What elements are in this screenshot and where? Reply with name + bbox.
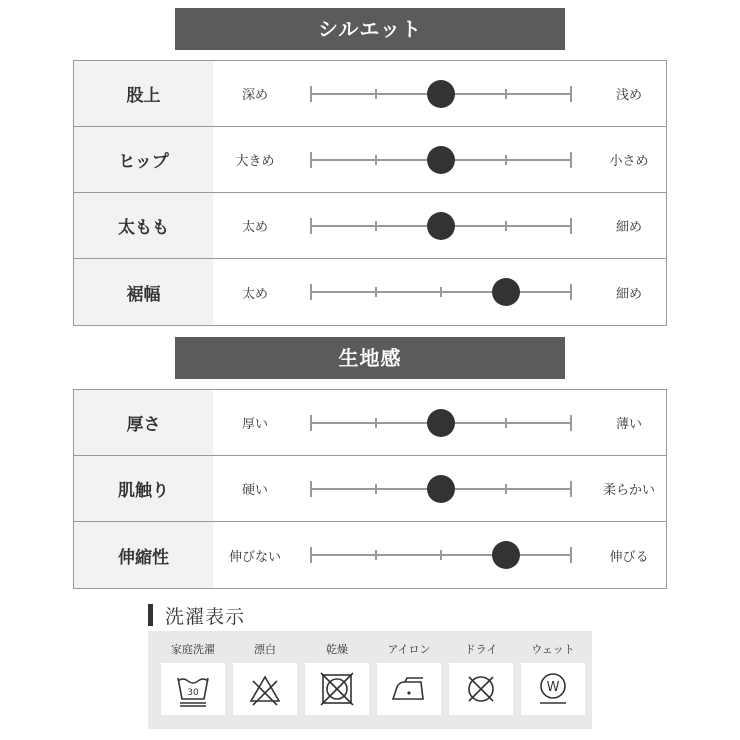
scale-tick xyxy=(570,547,572,563)
row-label: 股上 xyxy=(74,61,213,126)
no-bleach-icon xyxy=(245,669,285,709)
care-item-home-wash xyxy=(160,631,226,729)
scale-left-label: 太め xyxy=(241,286,268,302)
scale-tick xyxy=(310,218,312,234)
care-title: 洗濯表示 xyxy=(165,605,246,628)
row-label: 肌触り xyxy=(74,456,213,521)
scale-indicator xyxy=(427,212,455,240)
scale-tick xyxy=(570,86,572,102)
rating-row xyxy=(74,193,666,259)
scale-tick xyxy=(440,550,442,560)
no-tumble-dry-icon xyxy=(317,669,357,709)
wet-clean-icon xyxy=(533,669,573,709)
rating-scale xyxy=(311,479,571,499)
scale-indicator xyxy=(427,475,455,503)
scale-right-label: 伸びる xyxy=(609,549,649,565)
scale-tick xyxy=(375,221,377,231)
scale-tick xyxy=(310,284,312,300)
scale-tick xyxy=(375,155,377,165)
scale-indicator xyxy=(492,541,520,569)
rating-row xyxy=(74,127,666,193)
scale-tick xyxy=(310,481,312,497)
rating-row xyxy=(74,61,666,127)
scale-tick xyxy=(570,415,572,431)
care-symbols-panel xyxy=(148,631,592,729)
rating-row xyxy=(74,522,666,588)
scale-tick xyxy=(440,287,442,297)
care-heading xyxy=(148,601,245,629)
row-label: ヒップ xyxy=(74,127,213,192)
scale-right-label: 浅め xyxy=(615,88,642,103)
scale-tick xyxy=(570,284,572,300)
scale-tick xyxy=(505,89,507,99)
scale-left-label: 太め xyxy=(241,220,268,235)
scale-left-label: 大きめ xyxy=(235,154,275,169)
scale-right-label: 細め xyxy=(615,286,642,302)
fabric-title: 生地感 xyxy=(338,346,402,370)
rating-scale xyxy=(311,413,571,433)
rating-scale xyxy=(311,282,571,302)
scale-tick xyxy=(505,155,507,165)
scale-left-label: 深め xyxy=(241,88,268,103)
scale-left-label: 伸びない xyxy=(228,549,281,565)
silhouette-table xyxy=(73,60,667,326)
scale-indicator xyxy=(427,146,455,174)
scale-tick xyxy=(310,152,312,168)
row-label: 太もも xyxy=(74,193,213,258)
scale-tick xyxy=(505,221,507,231)
heading-bar xyxy=(148,604,153,626)
wash-temp: 30 xyxy=(187,688,199,698)
scale-tick xyxy=(375,89,377,99)
care-label: ウェット xyxy=(531,643,575,656)
no-dry-clean-icon xyxy=(461,669,501,709)
scale-tick xyxy=(505,418,507,428)
care-item-iron xyxy=(376,631,442,729)
row-label: 厚さ xyxy=(74,390,213,455)
scale-tick xyxy=(310,86,312,102)
scale-tick xyxy=(570,481,572,497)
row-label: 伸縮性 xyxy=(74,522,213,588)
iron-low-icon xyxy=(387,669,431,709)
scale-indicator xyxy=(427,409,455,437)
care-item-bleach xyxy=(232,631,298,729)
scale-right-label: 薄い xyxy=(615,417,642,432)
rating-row xyxy=(74,259,666,325)
care-label: 家庭洗濯 xyxy=(171,643,215,656)
scale-tick xyxy=(310,415,312,431)
rating-scale xyxy=(311,150,571,170)
scale-tick xyxy=(310,547,312,563)
scale-tick xyxy=(570,152,572,168)
rating-scale xyxy=(311,84,571,104)
rating-scale xyxy=(311,216,571,236)
care-label: 漂白 xyxy=(254,643,276,656)
care-item-wet-clean xyxy=(520,631,586,729)
care-item-dry-clean xyxy=(448,631,514,729)
scale-indicator xyxy=(427,80,455,108)
care-label: 乾燥 xyxy=(326,643,348,656)
fabric-banner xyxy=(175,337,565,379)
scale-tick xyxy=(375,287,377,297)
scale-tick xyxy=(505,484,507,494)
silhouette-title: シルエット xyxy=(317,17,423,41)
rating-row xyxy=(74,456,666,522)
care-item-dry xyxy=(304,631,370,729)
scale-tick xyxy=(375,484,377,494)
wash-30-icon xyxy=(173,669,213,709)
rating-scale xyxy=(311,545,571,565)
care-label: アイロン xyxy=(387,643,431,656)
row-label: 裾幅 xyxy=(74,259,213,325)
rating-row xyxy=(74,390,666,456)
fabric-table xyxy=(73,389,667,589)
scale-left-label: 硬い xyxy=(241,483,268,498)
scale-tick xyxy=(375,550,377,560)
silhouette-banner xyxy=(175,8,565,50)
wet-mark: W xyxy=(546,680,560,695)
scale-right-label: 細め xyxy=(615,220,642,235)
scale-right-label: 柔らかい xyxy=(602,483,655,498)
scale-right-label: 小さめ xyxy=(609,154,649,169)
scale-tick xyxy=(375,418,377,428)
scale-left-label: 厚い xyxy=(241,417,268,432)
scale-indicator xyxy=(492,278,520,306)
scale-tick xyxy=(570,218,572,234)
care-label: ドライ xyxy=(464,643,498,656)
